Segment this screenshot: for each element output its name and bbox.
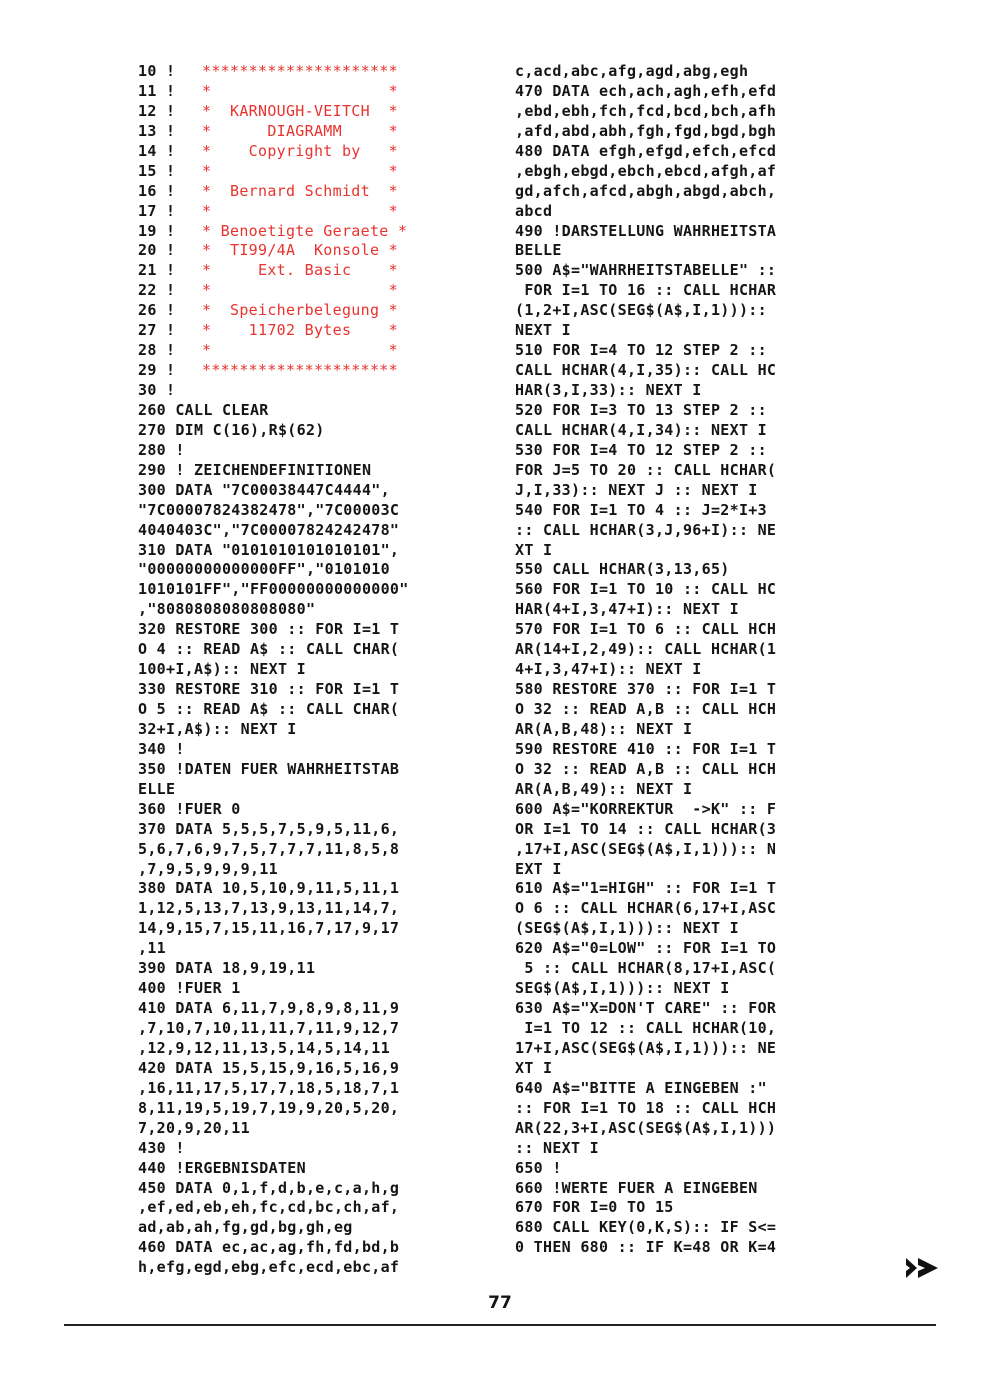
code-line: ,ef,ed,eb,eh,fc,cd,bc,ch,af, <box>138 1198 400 1217</box>
code-line: 300 DATA "7C00038447C4444", <box>138 480 390 499</box>
line-number: 29 ! <box>138 361 176 380</box>
line-number: 15 ! <box>138 161 176 180</box>
code-line: 510 FOR I=4 TO 12 STEP 2 :: <box>515 341 767 360</box>
header-box-text: * * <box>202 201 398 220</box>
header-box-line <box>138 162 483 182</box>
code-line: AR(A,B,49):: NEXT I <box>515 779 693 798</box>
code-line: SEG$(A$,I,1))):: NEXT I <box>515 979 730 998</box>
header-box-text: * Speicherbelegung * <box>202 301 398 320</box>
code-line: 620 A$="0=LOW" :: FOR I=1 TO <box>515 939 777 958</box>
code-line: 7,20,9,20,11 <box>138 1118 250 1137</box>
header-box-text: * * <box>202 161 398 180</box>
code-line: 450 DATA 0,1,f,d,b,e,c,a,h,g <box>138 1178 400 1197</box>
line-number: 22 ! <box>138 281 176 300</box>
code-line: XT I <box>515 1058 553 1077</box>
code-line: HAR(4+I,3,47+I):: NEXT I <box>515 600 739 619</box>
code-line: 360 !FUER 0 <box>138 799 241 818</box>
header-box-line <box>138 182 483 202</box>
code-line: 260 CALL CLEAR <box>138 400 269 419</box>
code-line: 400 !FUER 1 <box>138 979 241 998</box>
code-line: 560 FOR I=1 TO 10 :: CALL HC <box>515 580 777 599</box>
line-number: 20 ! <box>138 241 176 260</box>
line-number: 12 ! <box>138 101 176 120</box>
header-box-text: * Copyright by * <box>202 141 398 160</box>
page-number: 77 <box>488 1293 512 1313</box>
line-number: 11 ! <box>138 81 176 100</box>
header-box-text: * KARNOUGH-VEITCH * <box>202 101 398 120</box>
code-line: 660 !WERTE FUER A EINGEBEN <box>515 1178 758 1197</box>
header-box-line <box>138 361 483 381</box>
code-line: :: NEXT I <box>515 1138 599 1157</box>
code-line: 320 RESTORE 300 :: FOR I=1 T <box>138 620 400 639</box>
code-line: 1010101FF","FF00000000000000" <box>138 580 409 599</box>
line-number: 27 ! <box>138 321 176 340</box>
code-line: "7C00007824382478","7C00003C <box>138 500 400 519</box>
code-line: 350 !DATEN FUER WAHRHEITSTAB <box>138 759 400 778</box>
code-line: 5,6,7,6,9,7,5,7,7,7,11,8,5,8 <box>138 839 400 858</box>
code-line: ,"8080808080808080" <box>138 600 316 619</box>
code-line: 380 DATA 10,5,10,9,11,5,11,1 <box>138 879 400 898</box>
header-box-text: ********************* <box>202 62 398 80</box>
listing-column-right <box>515 62 860 1258</box>
code-line: 280 ! <box>138 440 185 459</box>
header-box-text: * Benoetigte Geraete * <box>202 221 408 240</box>
code-line: O 32 :: READ A,B :: CALL HCH <box>515 700 777 718</box>
code-line: 590 RESTORE 410 :: FOR I=1 T <box>515 739 777 758</box>
code-line: OR I=1 TO 14 :: CALL HCHAR(3 <box>515 819 777 838</box>
code-line: 1,12,5,13,7,13,9,13,11,14,7, <box>138 899 400 918</box>
code-line: ,afd,abd,abh,fgh,fgd,bgd,bgh <box>515 121 777 140</box>
code-line: CALL HCHAR(4,I,35):: CALL HC <box>515 361 777 380</box>
code-line: ad,ab,ah,fg,gd,bg,gh,eg <box>138 1218 353 1237</box>
code-line: ELLE <box>138 779 176 798</box>
line-number: 14 ! <box>138 141 176 160</box>
code-line: FOR J=5 TO 20 :: CALL HCHAR( <box>515 460 777 479</box>
header-box-text: * * <box>202 81 398 100</box>
code-line: 270 DIM C(16),R$(62) <box>138 420 325 439</box>
code-line: abcd <box>515 201 553 220</box>
code-line: AR(22,3+I,ASC(SEG$(A$,I,1))) <box>515 1118 777 1137</box>
code-line: NEXT I <box>515 321 571 340</box>
header-box-text: ********************* <box>202 361 398 380</box>
line-number: 13 ! <box>138 121 176 140</box>
code-line: 670 FOR I=0 TO 15 <box>515 1198 674 1217</box>
code-line: 630 A$="X=DON'T CARE" :: FOR <box>515 999 777 1018</box>
code-line: XT I <box>515 540 553 559</box>
code-line: O 4 :: READ A$ :: CALL CHAR( <box>138 640 400 659</box>
code-line: O 5 :: READ A$ :: CALL CHAR( <box>138 700 400 718</box>
code-line: I=1 TO 12 :: CALL HCHAR(10, <box>515 1019 777 1037</box>
code-line: 100+I,A$):: NEXT I <box>138 660 306 679</box>
code-line: 390 DATA 18,9,19,11 <box>138 959 316 978</box>
header-box-line <box>138 341 483 361</box>
line-number: 19 ! <box>138 221 176 240</box>
code-line: FOR I=1 TO 16 :: CALL HCHAR <box>515 281 777 300</box>
code-line: HAR(3,I,33):: NEXT I <box>515 381 702 399</box>
code-line: 470 DATA ech,ach,agh,efh,efd <box>515 81 777 100</box>
code-line: 17+I,ASC(SEG$(A$,I,1))):: NE <box>515 1038 777 1057</box>
code-line: ,11 <box>138 939 166 958</box>
code-line: ,16,11,17,5,17,7,18,5,18,7,1 <box>138 1078 400 1097</box>
header-box-line <box>138 241 483 261</box>
code-line: ,7,9,5,9,9,9,11 <box>138 859 278 878</box>
code-line: 410 DATA 6,11,7,9,8,9,8,11,9 <box>138 999 400 1018</box>
header-box-line <box>138 202 483 222</box>
header-box-text: * * <box>202 341 398 360</box>
code-line: 430 ! <box>138 1138 185 1157</box>
double-chevron-right-icon <box>904 1256 940 1280</box>
code-line: :: CALL HCHAR(3,J,96+I):: NE <box>515 520 777 539</box>
header-box-text: * Ext. Basic * <box>202 261 398 280</box>
code-line: CALL HCHAR(4,I,34):: NEXT I <box>515 420 767 439</box>
code-line: :: FOR I=1 TO 18 :: CALL HCH <box>515 1098 777 1117</box>
header-box-line <box>138 122 483 142</box>
header-box-line <box>138 281 483 301</box>
code-line: 14,9,15,7,15,11,16,7,17,9,17 <box>138 919 400 938</box>
header-box-text: * DIAGRAMM * <box>202 121 398 140</box>
header-box-line <box>138 142 483 162</box>
code-line: ,7,10,7,10,11,11,7,11,9,12,7 <box>138 1019 400 1037</box>
header-box-text: * * <box>202 281 398 300</box>
code-line: 480 DATA efgh,efgd,efch,efcd <box>515 141 777 160</box>
code-line: O 6 :: CALL HCHAR(6,17+I,ASC <box>515 899 777 918</box>
line-number: 10 ! <box>138 62 176 80</box>
code-line: 540 FOR I=1 TO 4 :: J=2*I+3 <box>515 500 767 519</box>
code-line: 550 CALL HCHAR(3,13,65) <box>515 560 730 579</box>
code-line: 420 DATA 15,5,15,9,16,5,16,9 <box>138 1058 400 1077</box>
code-line: 610 A$="1=HIGH" :: FOR I=1 T <box>515 879 777 898</box>
line-number: 16 ! <box>138 181 176 200</box>
code-line: h,efg,egd,ebg,efc,ecd,ebc,af <box>138 1258 400 1277</box>
header-box-line <box>138 102 483 122</box>
code-line: BELLE <box>515 241 562 260</box>
code-line: 440 !ERGEBNISDATEN <box>138 1158 306 1177</box>
header-box-line <box>138 261 483 281</box>
code-line: 8,11,19,5,19,7,19,9,20,5,20, <box>138 1098 400 1117</box>
header-box-line <box>138 62 483 82</box>
code-line: 680 CALL KEY(0,K,S):: IF S<= <box>515 1218 777 1237</box>
code-line: 500 A$="WAHRHEITSTABELLE" :: <box>515 261 777 280</box>
code-line: 490 !DARSTELLUNG WAHRHEITSTA <box>515 221 777 240</box>
line-number: 26 ! <box>138 301 176 320</box>
code-line: 5 :: CALL HCHAR(8,17+I,ASC( <box>515 959 777 978</box>
code-line: EXT I <box>515 859 562 878</box>
code-line: ,17+I,ASC(SEG$(A$,I,1))):: N <box>515 839 777 858</box>
code-line: 32+I,A$):: NEXT I <box>138 719 297 738</box>
code-line: (1,2+I,ASC(SEG$(A$,I,1))):: <box>515 301 777 320</box>
code-line: 330 RESTORE 310 :: FOR I=1 T <box>138 680 400 699</box>
header-box-line <box>138 301 483 321</box>
code-line: 4040403C","7C00007824242478" <box>138 520 400 539</box>
line-number: 21 ! <box>138 261 176 280</box>
code-line: 0 THEN 680 :: IF K=48 OR K=4 <box>515 1238 777 1257</box>
code-line: 580 RESTORE 370 :: FOR I=1 T <box>515 680 777 699</box>
code-line: 650 ! <box>515 1158 562 1177</box>
code-line: AR(14+I,2,49):: CALL HCHAR(1 <box>515 640 777 659</box>
header-box-text: * TI99/4A Konsole * <box>202 241 398 260</box>
line-number: 28 ! <box>138 341 176 360</box>
listing-column-left <box>138 62 483 1278</box>
code-line: 370 DATA 5,5,5,7,5,9,5,11,6, <box>138 819 400 838</box>
code-line: 310 DATA "0101010101010101", <box>138 540 400 559</box>
code-line: AR(A,B,48):: NEXT I <box>515 719 693 738</box>
code-line: 640 A$="BITTE A EINGEBEN :" <box>515 1078 767 1097</box>
code-line: 600 A$="KORREKTUR ->K" :: F <box>515 799 777 818</box>
header-box-text: * 11702 Bytes * <box>202 321 398 340</box>
code-line: gd,afch,afcd,abgh,abgd,abch, <box>515 181 777 200</box>
code-line: ,ebgh,ebgd,ebch,ebcd,afgh,af <box>515 161 777 180</box>
header-box-line <box>138 82 483 102</box>
code-line: J,I,33):: NEXT J :: NEXT I <box>515 480 758 499</box>
header-box-line <box>138 321 483 341</box>
code-line: 530 FOR I=4 TO 12 STEP 2 :: <box>515 440 767 459</box>
code-line: c,acd,abc,afg,agd,abg,egh <box>515 62 749 80</box>
code-line: 290 ! ZEICHENDEFINITIONEN <box>138 460 372 479</box>
code-line: 520 FOR I=3 TO 13 STEP 2 :: <box>515 400 767 419</box>
code-line: (SEG$(A$,I,1))):: NEXT I <box>515 919 739 938</box>
footer-rule <box>64 1324 936 1326</box>
header-box-line <box>138 222 483 242</box>
code-line: 4+I,3,47+I):: NEXT I <box>515 660 702 679</box>
code-line: ,12,9,12,11,13,5,14,5,14,11 <box>138 1038 390 1057</box>
code-line: ,ebd,ebh,fch,fcd,bcd,bch,afh <box>515 101 777 120</box>
code-line: 30 ! <box>138 381 176 399</box>
code-line: 340 ! <box>138 739 185 758</box>
code-line: 570 FOR I=1 TO 6 :: CALL HCH <box>515 620 777 639</box>
code-line: O 32 :: READ A,B :: CALL HCH <box>515 759 777 778</box>
header-box-text: * Bernard Schmidt * <box>202 181 398 200</box>
line-number: 17 ! <box>138 201 176 220</box>
code-line: "00000000000000FF","0101010 <box>138 560 390 579</box>
code-line: 460 DATA ec,ac,ag,fh,fd,bd,b <box>138 1238 400 1257</box>
